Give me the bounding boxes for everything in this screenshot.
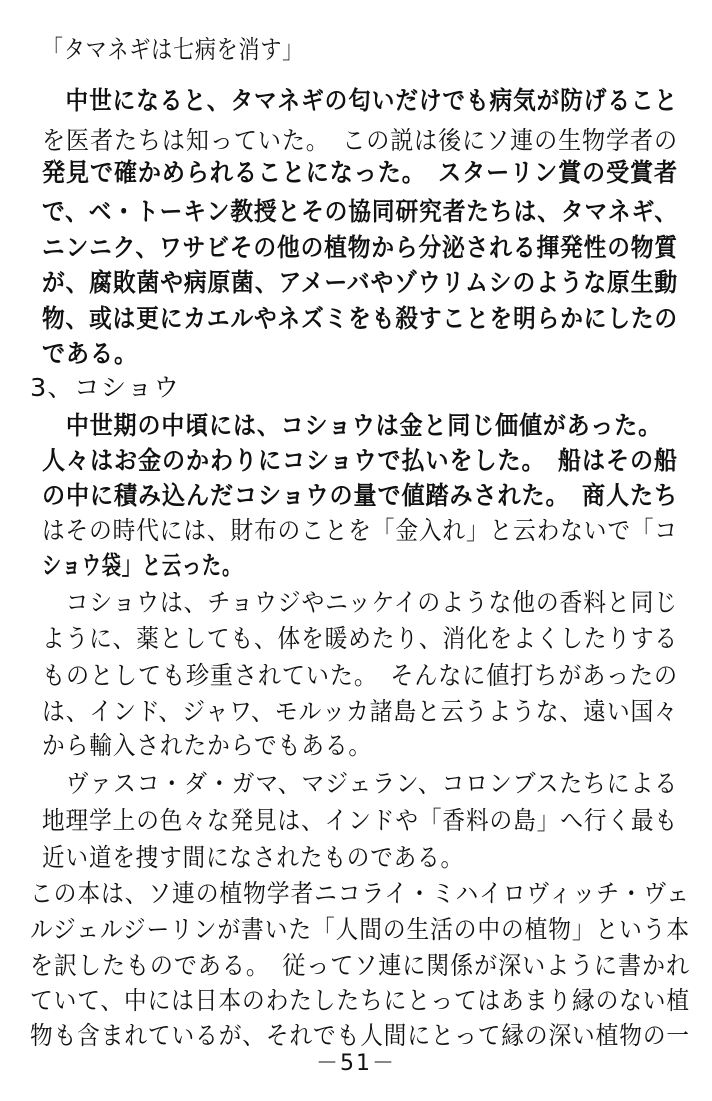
text-line: である。 <box>42 339 138 368</box>
text-line: 地理学上の色々な発見は、インドや「香料の島」へ行く最も <box>42 806 678 835</box>
text-line: ように、薬としても、体を暖めたり、消化をよくしたりする <box>42 624 678 653</box>
text-line: の中に積み込んだコショウの量で値踏みされた。 商人たち <box>42 481 678 510</box>
text-line: 近い道を捜す間になされたものである。 <box>42 843 464 872</box>
text-line: ヴァスコ・ダ・ガマ、マジェラン、コロンブスたちによる <box>42 769 678 798</box>
text-line: を訳したものである。 従ってソ連に関係が深いように書かれ <box>30 951 690 980</box>
text-line: 物も含まれているが、それでも人間にとって縁の深い植物の一 <box>30 1021 690 1050</box>
text-line: 3、コショウ <box>30 373 180 402</box>
text-line: ニンニク、ワサビその他の植物から分泌される揮発性の物質 <box>42 233 678 262</box>
text-line: を医者たちは知っていた。 この説は後にソ連の生物学者の <box>42 126 678 155</box>
text-line: はその時代には、財布のことを「金入れ」と云わないで「コ <box>42 516 678 545</box>
text-line: コショウは、チョウジやニッケイのような他の香料と同じ <box>42 588 678 617</box>
page-number: －51－ <box>316 1051 396 1076</box>
text-line: 中世になると、タマネギの匂いだけでも病気が防げること <box>42 86 678 115</box>
text-line: ものとしても珍重されていた。 そんなに値打ちがあったの <box>42 661 678 690</box>
text-line: この本は、ソ連の植物学者ニコライ・ミハイロヴィッチ・ヴェ <box>30 879 690 908</box>
text-line: ていて、中には日本のわたしたちにとってはあまり縁のない植 <box>30 986 690 1015</box>
text-line: 中世期の中頃には、コショウは金と同じ価値があった。 <box>42 411 662 440</box>
text-line: ショウ袋」と云った。 <box>42 551 242 580</box>
text-line: 人々はお金のかわりにコショウで払いをした。 船はその船 <box>42 446 678 475</box>
text-line: は、インド、ジャワ、モルッカ諸島と云うような、遠い国々 <box>42 697 678 726</box>
text-line: ルジェルジーリンが書いた「人間の生活の中の植物」という本 <box>30 915 690 944</box>
text-line: から輸入されたからでもある。 <box>42 731 372 760</box>
text-line: 物、或は更にカエルやネズミをも殺すことを明らかにしたの <box>42 304 678 333</box>
text-line: 「タマネギは七病を消す」 <box>42 35 304 64</box>
text-line: が、腐敗菌や病原菌、アメーバやゾウリムシのような原生動 <box>42 268 678 297</box>
text-line: 発見で確かめられることになった。 スターリン賞の受賞者 <box>42 158 678 187</box>
text-line: で、ベ・トーキン教授とその協同研究者たちは、タマネギ、 <box>42 197 678 226</box>
